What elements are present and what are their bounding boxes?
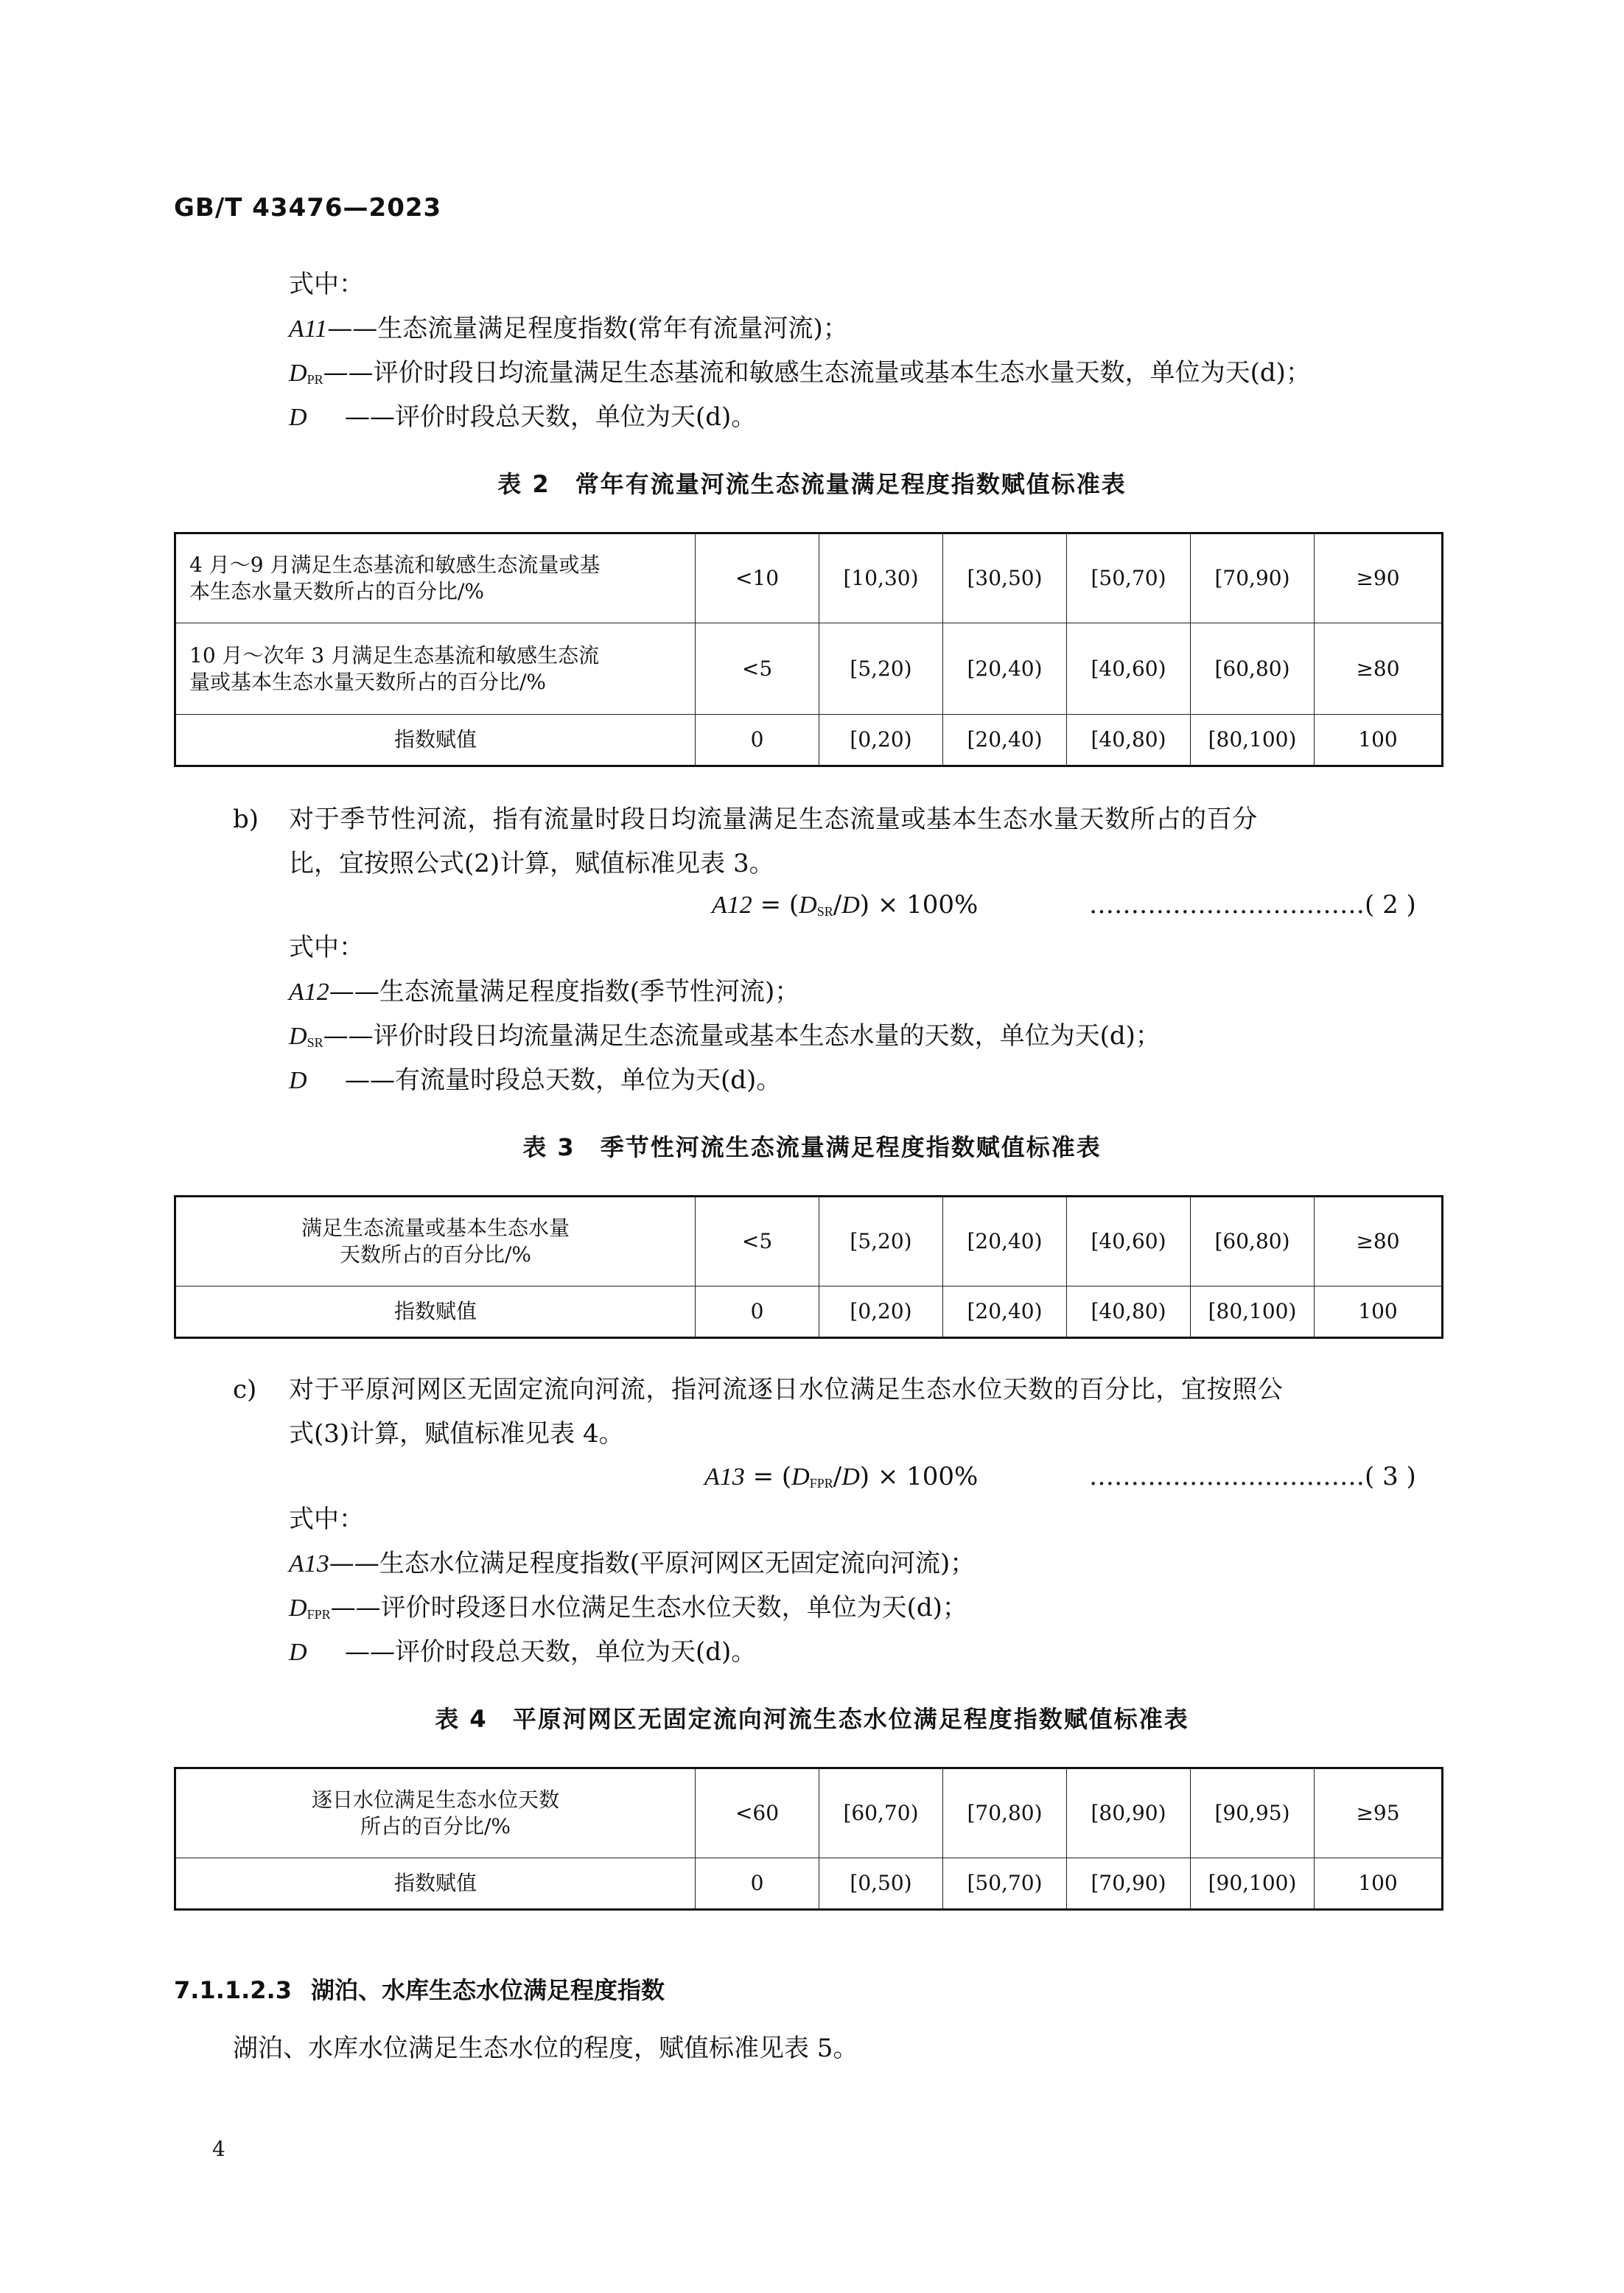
item-c-marker: c) <box>233 1375 257 1404</box>
table3 <box>174 1195 1443 1339</box>
item-b-text-line1: 对于季节性河流，指有流量时段日均流量满足生态流量或基本生态水量天数所占的百分 <box>289 805 1258 834</box>
row-label: 满足生态流量或基本生态水量 天数所占的百分比/% <box>175 1197 696 1286</box>
formula-2-number: ……………………………( 2 ) <box>1089 890 1416 920</box>
formula-2: $A12 = (D_{SR}/D) \times 100\%$ <box>712 890 979 920</box>
item-b-text-line2: 比，宜按照公式(2)计算，赋值标准见表 3。 <box>289 849 774 878</box>
definition-a13: A13——生态水位满足程度指数(平原河网区无固定流向河流)； <box>289 1549 976 1578</box>
section-body: 湖泊、水库水位满足生态水位的程度，赋值标准见表 5。 <box>233 2034 858 2063</box>
table-row: 满足生态流量或基本生态水量 天数所占的百分比/% <5 [5,20) [20,40) [40,60) [60,80) ≥80 <box>175 1197 1443 1286</box>
section-heading <box>174 1972 665 2006</box>
row-label: 逐日水位满足生态水位天数 所占的百分比/% <box>175 1768 696 1858</box>
table-row: 10 月～次年 3 月满足生态基流和敏感生态流 量或基本生态水量天数所占的百分比/% <5 [5,20) [20,40) [40,60) [60,80) ≥80 <box>175 623 1443 715</box>
definition-d: D ——有流量时段总天数，单位为天(d)。 <box>289 1065 782 1095</box>
where-label: 式中： <box>289 1505 364 1534</box>
row-label: 4 月～9 月满足生态基流和敏感生态流量或基 本生态水量天数所占的百分比/% <box>175 533 696 623</box>
definition-dsr: $D_{SR}——$评价时段日均流量满足生态流量或基本生态水量的天数，单位为天(d)； <box>289 1021 1161 1051</box>
table-row: 指数赋值 0 [0,20) [20,40) [40,80) [80,100) 100 <box>175 1286 1443 1338</box>
definition-d: D ——评价时段总天数，单位为天(d)。 <box>289 402 757 432</box>
formula-3-number: ……………………………( 3 ) <box>1089 1462 1416 1491</box>
table-row: 指数赋值 0 [0,50) [50,70) [70,90) [90,100) 100 <box>175 1858 1443 1910</box>
table3-caption: 表 3 季节性河流生态流量满足程度指数赋值标准表 <box>522 1133 1102 1161</box>
row-label: 10 月～次年 3 月满足生态基流和敏感生态流 量或基本生态水量天数所占的百分比/% <box>175 623 696 715</box>
where-label: 式中： <box>289 270 364 299</box>
table-row: 指数赋值 0 [0,20) [20,40) [40,80) [80,100) 100 <box>175 715 1443 766</box>
where-label: 式中： <box>289 933 364 962</box>
item-c-text-line2: 式(3)计算，赋值标准见表 4。 <box>289 1419 624 1449</box>
item-b-marker: b) <box>233 805 259 834</box>
row-label: 指数赋值 <box>175 1858 696 1910</box>
row-label: 指数赋值 <box>175 715 696 766</box>
table4-caption: 表 4 平原河网区无固定流向河流生态水位满足程度指数赋值标准表 <box>435 1705 1189 1733</box>
document-code: GB/T 43476—2023 <box>174 193 442 223</box>
table2 <box>174 532 1443 767</box>
definition-a11: A11——生态流量满足程度指数(常年有流量河流)； <box>289 314 848 343</box>
item-c-text-line1: 对于平原河网区无固定流向河流，指河流逐日水位满足生态水位天数的百分比，宜按照公 <box>289 1375 1284 1404</box>
formula-3: $A13 = (D_{FPR}/D) \times 100\%$ <box>704 1462 979 1491</box>
section-title: 湖泊、水库生态水位满足程度指数 <box>310 1976 665 2004</box>
page-number: 4 <box>212 2137 225 2161</box>
table4 <box>174 1767 1443 1911</box>
section-number: 7.1.1.2.3 <box>174 1976 292 2004</box>
table-row: 4 月～9 月满足生态基流和敏感生态流量或基 本生态水量天数所占的百分比/% <10 [10,30) [30,50) [50,70) [70,90) ≥90 <box>175 533 1443 623</box>
table2-caption: 表 2 常年有流量河流生态流量满足程度指数赋值标准表 <box>497 470 1127 498</box>
definition-d: D ——评价时段总天数，单位为天(d)。 <box>289 1637 757 1667</box>
definition-a12: A12——生态流量满足程度指数(季节性河流)； <box>289 977 800 1007</box>
definition-dpr: $D_{PR}——$评价时段日均流量满足生态基流和敏感生态流量或基本生态水量天数，单位为天(d)； <box>289 358 1311 388</box>
definition-dfpr: $D_{FPR}——$评价时段逐日水位满足生态水位天数，单位为天(d)； <box>289 1593 967 1622</box>
row-label: 指数赋值 <box>175 1286 696 1338</box>
table-row: 逐日水位满足生态水位天数 所占的百分比/% <60 [60,70) [70,80) [80,90) [90,95) ≥95 <box>175 1768 1443 1858</box>
